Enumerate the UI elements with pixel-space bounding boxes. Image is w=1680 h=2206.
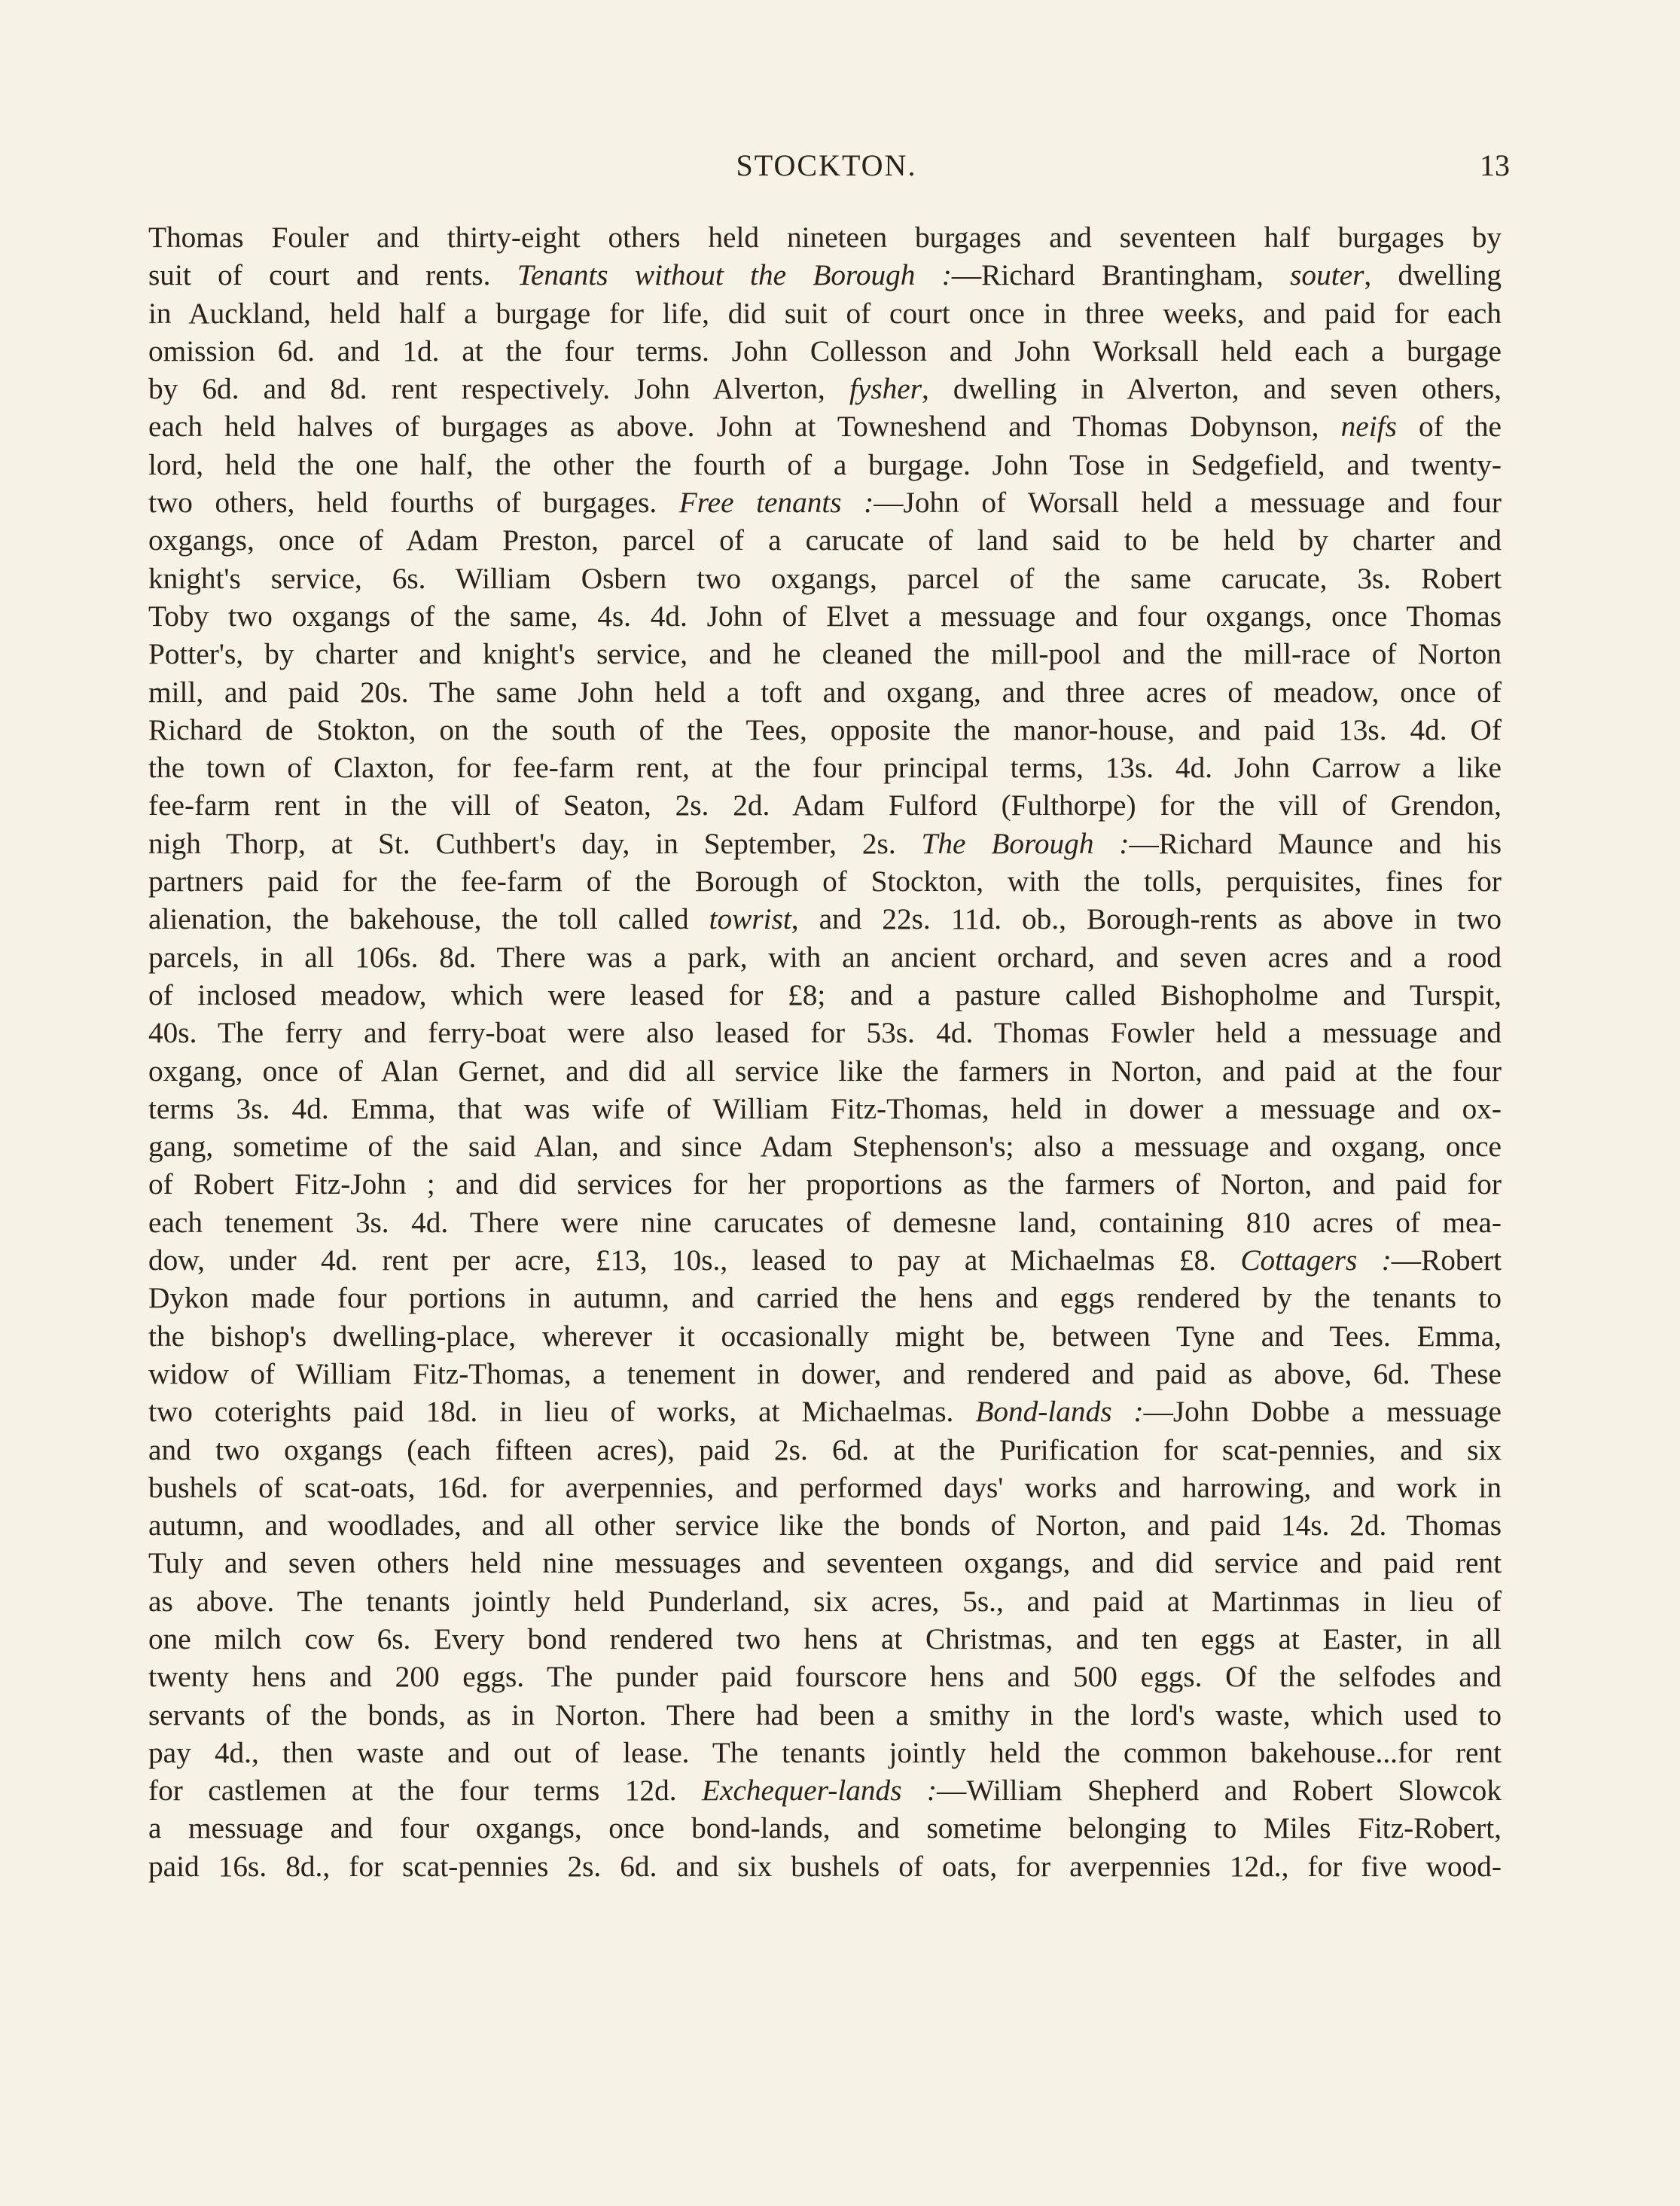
text-line	[148, 1506, 1502, 1544]
text-run: —John of Worsall held a messuage and four	[874, 486, 1502, 520]
text-run: Tuly and seven others held nine messuages and seventeen oxgangs, and did service and paid rent	[148, 1546, 1502, 1580]
text-run: , and 22s. 11d. ob., Borough-rents as above in two	[791, 902, 1502, 936]
text-line	[148, 749, 1502, 786]
text-line	[148, 1241, 1502, 1279]
text-line	[148, 1052, 1502, 1090]
italic-text-run: fysher	[849, 372, 922, 406]
body-paragraph	[148, 218, 1502, 1885]
italic-text-run: Exchequer-lands :	[702, 1774, 938, 1808]
text-run: of inclosed meadow, which were leased for £8; and a pasture called Bishopholme and Turspit,	[148, 978, 1502, 1011]
text-run: lord, held the one half, the other the fourth of a burgage. John Tose in Sedgefield, and twenty-	[148, 447, 1502, 481]
text-line	[148, 1658, 1502, 1695]
text-run: Richard de Stokton, on the south of the Tees, opposite the manor-house, and paid 13s. 4d. Of	[148, 712, 1502, 746]
text-run: nigh Thorp, at St. Cuthbert's day, in September, 2s.	[148, 826, 922, 860]
text-line	[148, 1469, 1502, 1506]
text-run: as above. The tenants jointly held Punderland, six acres, 5s., and paid at Martinmas in lieu of	[148, 1584, 1502, 1618]
text-line	[148, 1355, 1502, 1393]
text-run: , dwelling in Alverton, and seven others,	[922, 372, 1502, 406]
text-run: for castlemen at the four terms 12d.	[148, 1774, 703, 1808]
text-line	[148, 1393, 1502, 1430]
text-run: twenty hens and 200 eggs. The punder paid fourscore hens and 500 eggs. Of the selfodes and	[148, 1660, 1502, 1694]
text-line	[148, 332, 1502, 370]
text-run: each tenement 3s. 4d. There were nine carucates of demesne land, containing 810 acres of mea-	[148, 1205, 1502, 1239]
text-line	[148, 1165, 1502, 1203]
text-run: , dwelling	[1364, 258, 1502, 292]
text-run: Thomas Fouler and thirty-eight others held nineteen burgages and seventeen half burgages by	[148, 221, 1502, 254]
text-run: Toby two oxgangs of the same, 4s. 4d. John of Elvet a messuage and four oxgangs, once Thomas	[148, 599, 1502, 633]
text-run: autumn, and woodlades, and all other service like the bonds of Norton, and paid 14s. 2d. Thomas	[148, 1509, 1502, 1542]
text-line	[148, 1431, 1502, 1469]
text-line	[148, 1279, 1502, 1317]
italic-text-run: Cottagers :	[1240, 1243, 1392, 1277]
text-line	[148, 294, 1502, 332]
running-head	[143, 143, 1510, 188]
italic-text-run: Free tenants :	[678, 486, 874, 520]
text-line	[148, 786, 1502, 824]
italic-text-run: Tenants without the Borough :	[517, 258, 952, 292]
text-line	[148, 673, 1502, 711]
text-run: terms 3s. 4d. Emma, that was wife of William Fitz-Thomas, held in dower a messuage and ox-	[148, 1091, 1502, 1125]
text-run: the bishop's dwelling-place, wherever it occasionally might be, between Tyne and Tees. Emma,	[148, 1319, 1502, 1353]
italic-text-run: neifs	[1340, 410, 1397, 444]
text-line	[148, 1847, 1502, 1885]
text-line	[148, 1809, 1502, 1847]
text-line	[148, 1014, 1502, 1051]
text-line	[148, 1544, 1502, 1582]
text-line	[148, 407, 1502, 445]
text-line	[148, 446, 1502, 484]
text-line	[148, 597, 1502, 635]
text-line	[148, 1090, 1502, 1127]
text-run: oxgangs, once of Adam Preston, parcel of a carucate of land said to be held by charter and	[148, 523, 1502, 557]
text-run: Potter's, by charter and knight's service, and he cleaned the mill-pool and the mill-race of Norton	[148, 637, 1502, 671]
text-line	[148, 900, 1502, 938]
text-line	[148, 862, 1502, 900]
text-run: fee-farm rent in the vill of Seaton, 2s. 2d. Adam Fulford (Fulthorpe) for the vill of Grendon,	[148, 789, 1502, 822]
text-run: —William Shepherd and Robert Slowcok	[937, 1774, 1502, 1808]
italic-text-run: souter	[1290, 258, 1364, 292]
text-line	[148, 484, 1502, 521]
text-line	[148, 635, 1502, 673]
text-run: in Auckland, held half a burgage for life, did suit of court once in three weeks, and paid for each	[148, 296, 1502, 330]
text-line	[148, 938, 1502, 976]
text-run: —Richard Maunce and his	[1129, 826, 1502, 860]
text-line	[148, 560, 1502, 597]
text-run: paid 16s. 8d., for scat-pennies 2s. 6d. and six bushels of oats, for averpennies 12d., for five wood-	[148, 1849, 1502, 1883]
text-run: Dykon made four portions in autumn, and carried the hens and eggs rendered by the tenants to	[148, 1281, 1502, 1315]
text-line	[148, 1696, 1502, 1734]
text-run: one milch cow 6s. Every bond rendered two hens at Christmas, and ten eggs at Easter, in all	[148, 1622, 1502, 1655]
text-line	[148, 1582, 1502, 1620]
text-run: parcels, in all 106s. 8d. There was a park, with an ancient orchard, and seven acres and a rood	[148, 940, 1502, 974]
text-line	[148, 521, 1502, 559]
text-line	[148, 1734, 1502, 1771]
text-run: each held halves of burgages as above. John at Towneshend and Thomas Dobynson,	[148, 410, 1341, 444]
text-run: a messuage and four oxgangs, once bond-lands, and sometime belonging to Miles Fitz-Robert,	[148, 1811, 1502, 1845]
text-run: servants of the bonds, as in Norton. There had been a smithy in the lord's waste, which used to	[148, 1698, 1502, 1732]
text-run: oxgang, once of Alan Gernet, and did all service like the farmers in Norton, and paid at the four	[148, 1054, 1502, 1088]
text-run: and two oxgangs (each fifteen acres), paid 2s. 6d. at the Purification for scat-pennies, and six	[148, 1433, 1502, 1466]
text-run: suit of court and rents.	[148, 258, 517, 292]
page-number: 13	[1480, 148, 1510, 182]
text-run: of the	[1396, 410, 1502, 444]
text-run: omission 6d. and 1d. at the four terms. John Collesson and John Worksall held each a burgage	[148, 334, 1502, 368]
text-run: two others, held fourths of burgages.	[148, 486, 679, 520]
text-run: of Robert Fitz-John ; and did services for her proportions as the farmers of Norton, and paid for	[148, 1167, 1502, 1201]
italic-text-run: The Borough :	[921, 826, 1130, 860]
text-run: dow, under 4d. rent per acre, £13, 10s., leased to pay at Michaelmas £8.	[148, 1243, 1241, 1277]
text-line	[148, 218, 1502, 256]
text-line	[148, 1620, 1502, 1658]
text-run: gang, sometime of the said Alan, and since Adam Stephenson's; also a messuage and oxgang, once	[148, 1130, 1502, 1164]
text-line	[148, 825, 1502, 862]
text-line	[148, 1127, 1502, 1165]
text-line	[148, 256, 1502, 294]
italic-text-run: towrist	[709, 902, 791, 936]
text-run: bushels of scat-oats, 16d. for averpennies, and performed days' works and harrowing, and work in	[148, 1470, 1502, 1504]
text-run: two coterights paid 18d. in lieu of works, at Michaelmas.	[148, 1395, 976, 1429]
text-run: by 6d. and 8d. rent respectively. John Alverton,	[148, 372, 849, 406]
text-run: widow of William Fitz-Thomas, a tenement in dower, and rendered and paid as above, 6d. These	[148, 1356, 1502, 1390]
text-line	[148, 370, 1502, 407]
text-run: the town of Claxton, for fee-farm rent, at the four principal terms, 13s. 4d. John Carrow a like	[148, 751, 1502, 785]
italic-text-run: Bond-lands :	[975, 1395, 1144, 1429]
text-run: knight's service, 6s. William Osbern two oxgangs, parcel of the same carucate, 3s. Robert	[148, 561, 1502, 595]
text-line	[148, 1771, 1502, 1809]
text-line	[148, 976, 1502, 1014]
text-line	[148, 1204, 1502, 1241]
text-run: pay 4d., then waste and out of lease. The tenants jointly held the common bakehouse...for rent	[148, 1735, 1502, 1769]
text-run: 40s. The ferry and ferry-boat were also leased for 53s. 4d. Thomas Fowler held a messuage and	[148, 1016, 1502, 1050]
text-line	[148, 1317, 1502, 1355]
text-line	[148, 711, 1502, 749]
text-run: —Richard Brantingham,	[951, 258, 1291, 292]
text-run: —Robert	[1391, 1243, 1502, 1277]
text-run: alienation, the bakehouse, the toll called	[148, 902, 709, 936]
page-title: STOCKTON.	[736, 148, 917, 182]
text-run: partners paid for the fee-farm of the Borough of Stockton, with the tolls, perquisites, fines for	[148, 865, 1502, 899]
text-run: —John Dobbe a messuage	[1143, 1395, 1502, 1429]
text-run: mill, and paid 20s. The same John held a toft and oxgang, and three acres of meadow, once of	[148, 675, 1502, 709]
